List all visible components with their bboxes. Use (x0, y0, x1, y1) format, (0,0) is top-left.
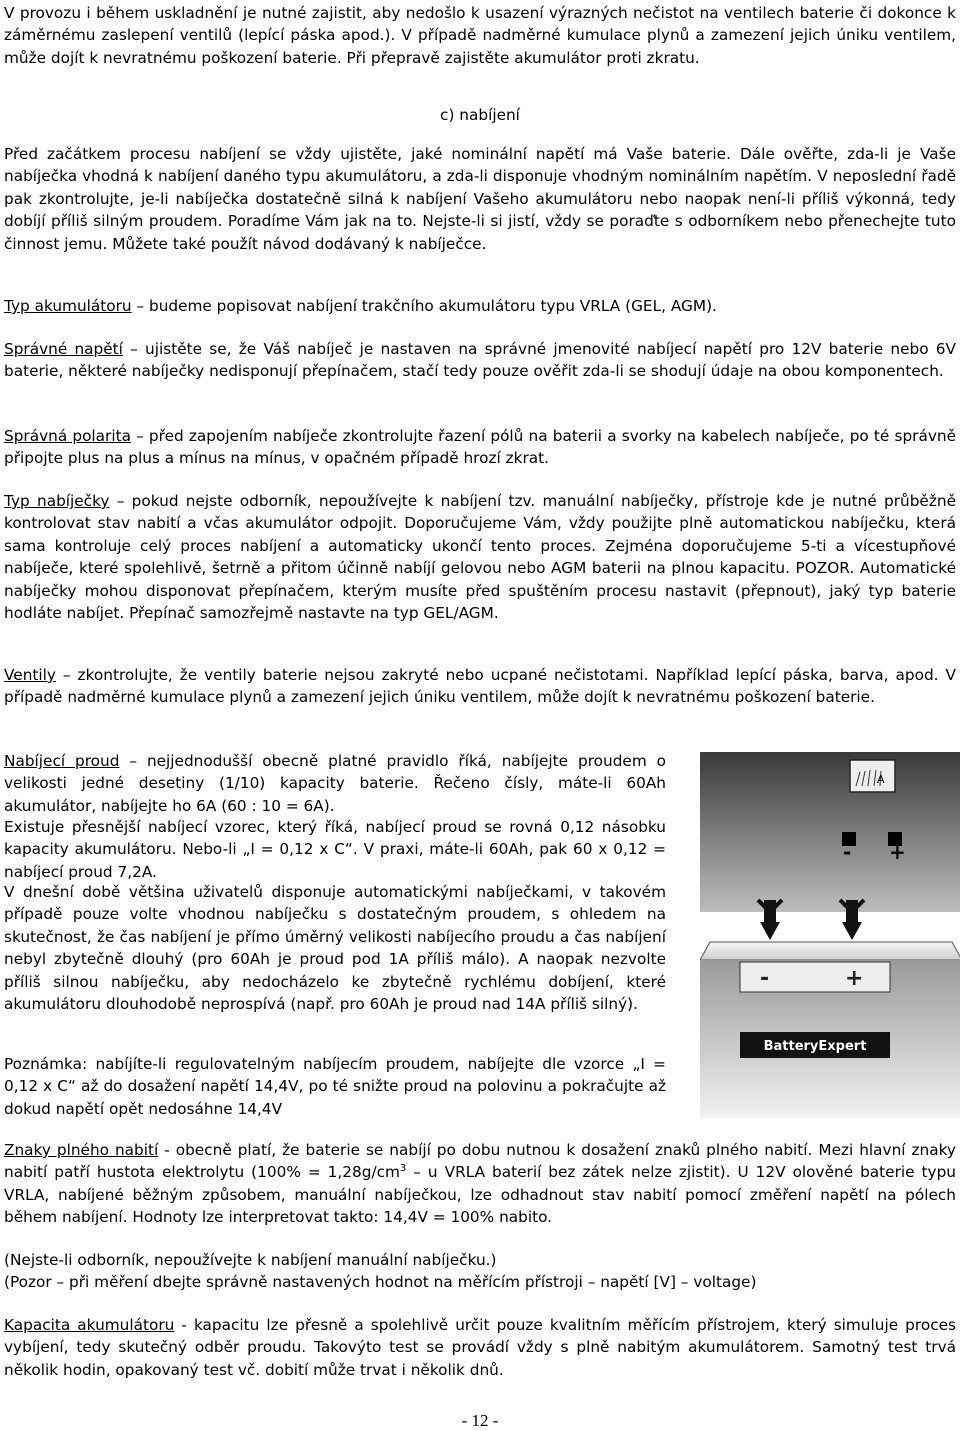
battery-charger-illustration (700, 752, 960, 1118)
term-spravne-napeti: Správné napětí (4, 340, 123, 358)
paragraph-automaticke-nabijecky: V dnešní době většina uživatelů disponuje automatickými nabíječkami, v takovém případě pouze volte vhodnou nabíječku s dostatečným proudem, s ohledem na skutečnost, že čas nabíjení je přímo úměrný velikosti nabíjecího proudu a čas nabíjení nebyl zbytečně dlouhý (pro 60Ah je proud pod 1A příliš málo). A naopak nezvolte příliš silnou nabíječku, aby nedocházelo ke zbytečně rychlému dobíjení, které akumulátoru dlouhodobě neprospívá (např. pro 60Ah je proud nad 14A příliš silný). (4, 883, 666, 1014)
text-typ-nabijecky: – pokud nejste odborník, nepoužívejte k nabíjení tzv. manuální nabíječky, přístroje kde je nutné průběžně kontrolovat stav nabití a včas akumulátor odpojit. Doporučujeme Vám, vždy použijte plně automatickou nabíječku, která sama kontroluje celý proces nabíjení a automaticky ukončí tento proces. Zejména doporučujeme 5-ti a vícestupňové nabíječe, které spolehlivě, šetrně a přitom účinně nabíjí gelovou nebo AGM baterii na plnou kapacitu. POZOR. Automatické nabíječky mohou disponovat přepínačem, kterým musíte před spuštěním procesu nastavit (přepnout), jaký typ baterie hodláte nabíjet. Přepínač samozřejmě nastavte na typ GEL/AGM. (4, 492, 956, 623)
superscript-3: 3 (399, 1163, 407, 1175)
paragraph-kapacita (4, 1314, 956, 1381)
battery-lid (700, 942, 960, 960)
charger-body (700, 752, 960, 912)
term-ventily: Ventily (4, 666, 56, 684)
paragraph-presnejsi-vzorec: Existuje přesnější nabíjecí vzorec, který říká, nabíjecí proud se rovná 0,12 násobku kapacity akumulátoru. Nebo-li „I = 0,12 x C“. V praxi, máte-li 60Ah, pak 60 x 0,12 = nabíjecí proud 7,2A. (4, 818, 666, 881)
text-kapacita: - kapacitu lze přesně a spolehlivě určit pouze kvalitním měřícím přístrojem, který simuluje proces vybíjení, tedy skutečný odběr proudu. Takovýto test se provádí vždy s plně nabitým akumulátorem. Samotný test trvá několik hodin, opakovaný test vč. dobití může trvat i několik dnů. (4, 1316, 956, 1379)
term-spravna-polarita: Správná polarita (4, 427, 131, 445)
paragraph-spravne-napeti (4, 338, 956, 383)
paragraph-typ-akumulatoru (4, 295, 956, 317)
text-ventily: – zkontrolujte, že ventily baterie nejsou zakryté nebo ucpané nečistotami. Například lepící páska, barva, apod. V případě nadměrné kumulace plynů a zamezení jejich úniku ventilem, může dojít k nevratnému poškození baterie. (4, 666, 956, 707)
paragraph-typ-nabijecky (4, 490, 956, 624)
note-manual-charger: (Nejste-li odborník, nepoužívejte k nabíjení manuální nabíječku.) (4, 1251, 497, 1269)
paragraph-ventily (4, 664, 956, 709)
term-znaky-nabiti: Znaky plného nabití (4, 1141, 159, 1159)
term-kapacita: Kapacita akumulátoru (4, 1316, 175, 1334)
battery-plus-label: + (845, 966, 864, 991)
page-number: - 12 - (461, 1411, 499, 1430)
ammeter-icon (850, 760, 895, 792)
term-typ-nabijecky: Typ nabíječky (4, 492, 110, 510)
brand-name: BatteryExpert (763, 1039, 867, 1054)
paragraph-nabijeci-proud (4, 750, 666, 817)
note-measurement: (Pozor – při měření dbejte správně nastavených hodnot na měřícím přístroji – napětí [V] – voltage) (4, 1273, 757, 1291)
text-typ-akumulatoru: – budeme popisovat nabíjení trakčního akumulátoru typu VRLA (GEL, AGM). (131, 297, 717, 315)
text-nabijeci-proud: – nejjednodušší obecně platné pravidlo říká, nabíjejte proudem o velikosti jedné desetiny (1/10) kapacity baterie. Řečeno čísly, máte-li 60Ah akumulátor, nabíjejte ho 6A (60 : 10 = 6A). (4, 752, 666, 815)
term-typ-akumulatoru: Typ akumulátoru (4, 297, 132, 315)
paragraph-before-charging: Před začátkem procesu nabíjení se vždy ujistěte, jaké nominální napětí má Vaše baterie. Dále ověřte, zda-li je Vaše nabíječka vhodná k nabíjení daného typu akumulátoru, a zda-li disponuje vhodným nominálním napětím. V neposlední řadě pak zkontrolujte, je-li nabíječka dostatečně silná k nabíjení Vašeho akumulátoru nebo naopak není-li příliš výkonná, tedy dobíjí příliš silným proudem. Poradíme Vám jak na to. Nejste-li si jistí, vždy se poraďte s odborníkem nebo přenechejte tuto činnost jemu. Můžete také použít návod dodávaný k nabíječce. (4, 145, 956, 253)
paragraph-spravna-polarita (4, 425, 956, 470)
clamp-left-icon (758, 900, 782, 940)
text-spravna-polarita: – před zapojením nabíječe zkontrolujte řazení pólů na baterii a svorky na kabelech nabíječe, po té správně připojte plus na plus a mínus na mínus, v opačném případě hrozí zkrat. (4, 427, 956, 468)
paragraph-poznamka: Poznámka: nabíjíte-li regulovatelným nabíjecím proudem, nabíjejte dle vzorce „I = 0,12 x C“ až do dosažení napětí 14,4V, po té snižte proud na polovinu a pokračujte až dokud napětí opět nedosáhne 14,4V (4, 1055, 666, 1118)
text-znaky-nabiti-2: – u VRLA baterií bez zátek nelze zjistit). U 12V olověné baterie typu VRLA, nabíjené běžným způsobem, manuální nabíječkou, lze odhadnout stav nabití pomocí změření napětí na pólech během nabíjení. Hodnoty lze interpretovat takto: 14,4V = 100% nabito. (4, 1163, 956, 1227)
text-spravne-napeti: – ujistěte se, že Váš nabíječ je nastaven na správné jmenovité nabíjecí napětí pro 12V baterie nebo 6V baterie, některé nabíječky nedisponují přepínačem, stačí tedy pouze ověřit zda-li se shodují údaje na obou komponentech. (4, 340, 956, 381)
charger-minus-label: - (843, 840, 852, 864)
paragraph-znaky-nabiti (4, 1139, 956, 1229)
battery-minus-label: - (760, 966, 770, 991)
clamp-right-icon (840, 900, 864, 940)
term-nabijeci-proud: Nabíjecí proud (4, 752, 120, 770)
text-znaky-nabiti-1: - obecně platí, že baterie se nabíjí po dobu nutnou k dosažení znaků plného nabití. Mezi hlavní znaky nabití patří hustota elektrolytu (100% = 1,28g/cm (4, 1141, 956, 1182)
section-heading: c) nabíjení (440, 106, 520, 124)
charger-plus-label: + (889, 840, 906, 864)
meter-label: A (877, 773, 885, 786)
intro-paragraph: V provozu i během uskladnění je nutné zajistit, aby nedošlo k usazení výrazných nečistot na ventilech baterie či dokonce k záměrnému zaslepení ventilů (lepící páska apod.). V případě nadměrné kumulace plynů a zamezení jejich úniku ventilem, může dojít k nevratnému poškození baterie. Při přepravě zajistěte akumulátor proti zkratu. (4, 4, 956, 67)
